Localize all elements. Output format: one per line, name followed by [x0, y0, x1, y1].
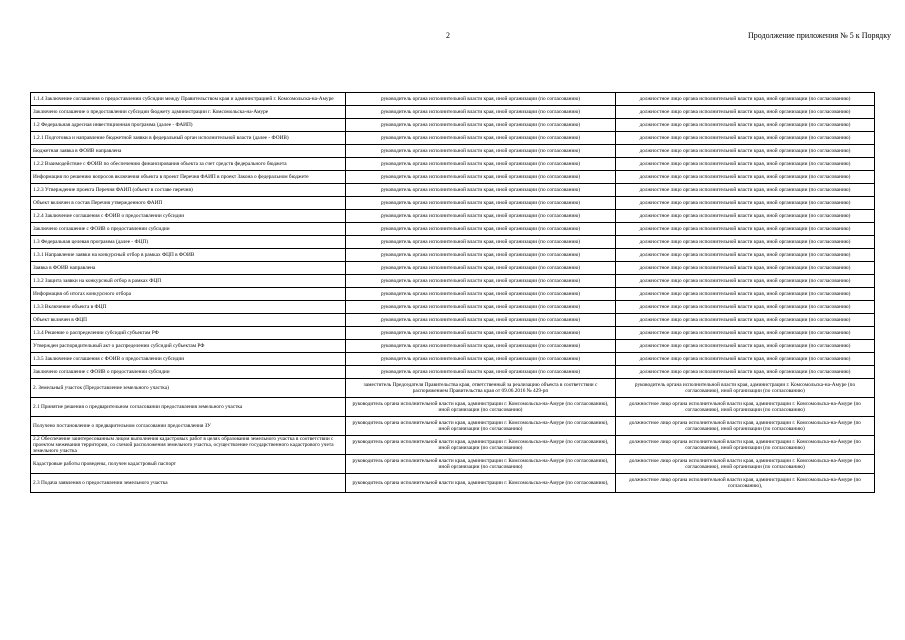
task-cell: Объект включен в состав Перечня утвержденного ФАИП	[31, 197, 346, 210]
executor-cell: должностное лицо органа исполнительной власти края, иной организации (по согласованию)	[616, 106, 875, 119]
responsible-cell: руководитель органа исполнительной власти края, иной организации (по согласованию)	[346, 132, 616, 145]
responsible-cell: руководитель органа исполнительной власти края, иной организации (по согласованию)	[346, 119, 616, 132]
table-row	[31, 301, 875, 314]
table-row	[31, 314, 875, 327]
responsible-cell: руководитель органа исполнительной власти края, администрации г. Комсомольска-на-Амуре (по согласованию), иной организации (по согласованию)	[346, 398, 616, 417]
table-row	[31, 288, 875, 301]
task-cell: Утвержден распорядительный акт о распределении субсидий субъектам РФ	[31, 340, 346, 353]
task-cell: 1.2.3 Утверждение проекта Перечня ФАИП (объект в составе перечня)	[31, 184, 346, 197]
executor-cell: должностное лицо органа исполнительной власти края, иной организации (по согласованию)	[616, 158, 875, 171]
responsible-cell: руководитель органа исполнительной власти края, иной организации (по согласованию)	[346, 210, 616, 223]
executor-cell: должностное лицо органа исполнительной власти края, иной организации (по согласованию)	[616, 353, 875, 366]
table-row	[31, 197, 875, 210]
responsible-cell: руководитель органа исполнительной власти края, иной организации (по согласованию)	[346, 223, 616, 236]
executor-cell: должностное лицо органа исполнительной власти края, иной организации (по согласованию)	[616, 132, 875, 145]
table-row	[31, 119, 875, 132]
task-cell: 1.3 Федеральная целевая программа (далее - ФЦП)	[31, 236, 346, 249]
table-row	[31, 106, 875, 119]
table-row	[31, 366, 875, 379]
executor-cell: должностное лицо органа исполнительной власти края, иной организации (по согласованию)	[616, 145, 875, 158]
table-row	[31, 353, 875, 366]
responsible-cell: руководитель органа исполнительной власти края, иной организации (по согласованию)	[346, 158, 616, 171]
task-cell: Кадастровые работы проведены, получен кадастровый паспорт	[31, 455, 346, 474]
responsible-cell: руководитель органа исполнительной власти края, иной организации (по согласованию)	[346, 249, 616, 262]
task-cell: 1.2.2 Взаимодействие с ФОИВ по обеспечению финансирования объекта за счет средств федерального бюджета	[31, 158, 346, 171]
executor-cell: должностное лицо органа исполнительной власти края, иной организации (по согласованию)	[616, 93, 875, 106]
executor-cell: должностное лицо органа исполнительной власти края, иной организации (по согласованию)	[616, 223, 875, 236]
responsible-cell: руководитель органа исполнительной власти края, иной организации (по согласованию)	[346, 262, 616, 275]
responsible-cell: руководитель органа исполнительной власти края, иной организации (по согласованию)	[346, 145, 616, 158]
task-cell: 2.1 Принятие решения о предварительном согласовании предоставления земельного участка	[31, 398, 346, 417]
executor-cell: должностное лицо органа исполнительной власти края, иной организации (по согласованию)	[616, 210, 875, 223]
executor-cell: должностное лицо органа исполнительной власти края, иной организации (по согласованию)	[616, 197, 875, 210]
task-cell: Объект включен в ФЦП	[31, 314, 346, 327]
responsible-cell: руководитель органа исполнительной власти края, иной организации (по согласованию)	[346, 275, 616, 288]
responsible-cell: руководитель органа исполнительной власти края, иной организации (по согласованию)	[346, 288, 616, 301]
responsible-cell: руководитель органа исполнительной власти края, иной организации (по согласованию)	[346, 106, 616, 119]
responsible-cell: руководитель органа исполнительной власти края, иной организации (по согласованию)	[346, 327, 616, 340]
table-row	[31, 474, 875, 493]
executor-cell: должностное лицо органа исполнительной власти края, иной организации (по согласованию)	[616, 184, 875, 197]
task-cell: 2.2 Обеспечение заинтересованным лицом выполнения кадастровых работ в целях образования земельного участка в соответствии с проектом межевания территории, со схемой расположения земельного участка, осуществление государственного кадастрового учета земельного участка	[31, 436, 346, 455]
responsible-cell: руководитель органа исполнительной власти края, администрации г. Комсомольска-на-Амуре (по согласованию), иной организации (по согласованию)	[346, 417, 616, 436]
table-row	[31, 184, 875, 197]
task-cell: Получено постановление о предварительном согласовании предоставления ЗУ	[31, 417, 346, 436]
task-cell: Заявка в ФОИВ направлена	[31, 262, 346, 275]
table-row	[31, 171, 875, 184]
responsible-cell: руководитель органа исполнительной власти края, иной организации (по согласованию)	[346, 301, 616, 314]
task-cell: 2. Земельный участок (Предоставление земельного участка)	[31, 379, 346, 398]
task-cell: 1.1.4 Заключение соглашения о предоставлении субсидии между Правительством края и администрацией г. Комсомольска-на-Амуре	[31, 93, 346, 106]
continuation-header: Продолжение приложения № 5 к Порядку	[748, 31, 891, 40]
task-cell: Информация по решению вопросов включения объекта в проект Перечня ФАИП в проект Закона о федеральном бюджете	[31, 171, 346, 184]
table-row	[31, 145, 875, 158]
executor-cell: должностное лицо органа исполнительной власти края, иной организации (по согласованию)	[616, 366, 875, 379]
executor-cell: должностное лицо органа исполнительной власти края, иной организации (по согласованию)	[616, 119, 875, 132]
responsibility-table	[30, 92, 875, 493]
task-cell: 1.3.1 Направление заявки на конкурсный отбор в рамках ФЦП в ФОИВ	[31, 249, 346, 262]
executor-cell: руководитель органа исполнительной власти края, администрации г. Комсомольска-на-Амуре (по согласованию), иной организации (по согласованию)	[616, 379, 875, 398]
task-cell: 1.3.4 Решение о распределении субсидий субъектам РФ	[31, 327, 346, 340]
responsible-cell: руководитель органа исполнительной власти края, иной организации (по согласованию)	[346, 340, 616, 353]
table-row	[31, 398, 875, 417]
executor-cell: должностное лицо органа исполнительной власти края, администрации г. Комсомольска-на-Амуре (по согласованию), иной организации (по согласованию)	[616, 436, 875, 455]
table-row	[31, 262, 875, 275]
responsible-cell: руководитель органа исполнительной власти края, иной организации (по согласованию)	[346, 171, 616, 184]
executor-cell: должностное лицо органа исполнительной власти края, иной организации (по согласованию)	[616, 275, 875, 288]
executor-cell: должностное лицо органа исполнительной власти края, иной организации (по согласованию)	[616, 301, 875, 314]
page-number: 2	[446, 31, 450, 40]
table-row	[31, 223, 875, 236]
executor-cell: должностное лицо органа исполнительной власти края, администрации г. Комсомольска-на-Амуре (по согласованию), иной организации (по согласованию)	[616, 417, 875, 436]
executor-cell: должностное лицо органа исполнительной власти края, иной организации (по согласованию)	[616, 236, 875, 249]
table-row	[31, 436, 875, 455]
task-cell: 1.3.3 Включение объекта в ФЦП	[31, 301, 346, 314]
executor-cell: должностное лицо органа исполнительной власти края, администрации г. Комсомольска-на-Амуре (по согласованию), иной организации (по согласованию)	[616, 398, 875, 417]
task-cell: 1.3.5 Заключение соглашения с ФОИВ о предоставлении субсидии	[31, 353, 346, 366]
responsible-cell: руководитель органа исполнительной власти края, иной организации (по согласованию)	[346, 366, 616, 379]
table-row	[31, 340, 875, 353]
table-row	[31, 275, 875, 288]
table-row	[31, 93, 875, 106]
task-cell: Заключено соглашение с ФОИВ о предоставлении субсидии	[31, 366, 346, 379]
executor-cell: должностное лицо органа исполнительной власти края, иной организации (по согласованию)	[616, 327, 875, 340]
executor-cell: должностное лицо органа исполнительной власти края, иной организации (по согласованию)	[616, 314, 875, 327]
table-row	[31, 455, 875, 474]
responsible-cell: руководитель органа исполнительной власти края, иной организации (по согласованию)	[346, 353, 616, 366]
table-row	[31, 327, 875, 340]
responsible-cell: руководитель органа исполнительной власти края, иной организации (по согласованию)	[346, 236, 616, 249]
task-cell: 1.2.4 Заключение соглашения с ФОИВ о предоставлении субсидии	[31, 210, 346, 223]
responsible-cell: руководитель органа исполнительной власти края, администрации г. Комсомольска-на-Амуре (по согласованию),	[346, 474, 616, 493]
task-cell: 1.3.2 Защита заявки на конкурсный отбор в рамках ФЦП	[31, 275, 346, 288]
task-cell: Заключено соглашение о предоставлении субсидии бюджету администрации г. Комсомольска-на-Амуре	[31, 106, 346, 119]
table-row	[31, 417, 875, 436]
table-row	[31, 249, 875, 262]
responsible-cell: руководитель органа исполнительной власти края, иной организации (по согласованию)	[346, 93, 616, 106]
executor-cell: должностное лицо органа исполнительной власти края, иной организации (по согласованию)	[616, 171, 875, 184]
task-cell: 1.2.1 Подготовка и направление бюджетной заявки в федеральный орган исполнительной власти (далее - ФОИВ)	[31, 132, 346, 145]
responsible-cell: руководитель органа исполнительной власти края, администрации г. Комсомольска-на-Амуре (по согласованию), иной организации (по согласованию)	[346, 455, 616, 474]
executor-cell: должностное лицо органа исполнительной власти края, иной организации (по согласованию)	[616, 340, 875, 353]
responsible-cell: руководитель органа исполнительной власти края, администрации г. Комсомольска-на-Амуре (по согласованию), иной организации (по согласованию)	[346, 436, 616, 455]
task-cell: 2.3 Подача заявления о предоставлении земельного участка	[31, 474, 346, 493]
responsible-cell: руководитель органа исполнительной власти края, иной организации (по согласованию)	[346, 184, 616, 197]
task-cell: Бюджетная заявка в ФОИВ направлена	[31, 145, 346, 158]
table-row	[31, 132, 875, 145]
executor-cell: должностное лицо органа исполнительной власти края, администрации г. Комсомольска-на-Амуре (по согласованию),	[616, 474, 875, 493]
executor-cell: должностное лицо органа исполнительной власти края, иной организации (по согласованию)	[616, 249, 875, 262]
task-cell: Информация об итогах конкурсного отбора	[31, 288, 346, 301]
table-row	[31, 210, 875, 223]
responsible-cell: руководитель органа исполнительной власти края, иной организации (по согласованию)	[346, 314, 616, 327]
table-row	[31, 379, 875, 398]
table-row	[31, 236, 875, 249]
task-cell: 1.2 Федеральная адресная инвестиционная программа (далее - ФАИП)	[31, 119, 346, 132]
table-row	[31, 158, 875, 171]
executor-cell: должностное лицо органа исполнительной власти края, иной организации (по согласованию)	[616, 288, 875, 301]
responsible-cell: руководитель органа исполнительной власти края, иной организации (по согласованию)	[346, 197, 616, 210]
task-cell: Заключено соглашение с ФОИВ о предоставлении субсидии	[31, 223, 346, 236]
executor-cell: должностное лицо органа исполнительной власти края, администрации г. Комсомольска-на-Амуре (по согласованию), иной организации (по согласованию)	[616, 455, 875, 474]
executor-cell: должностное лицо органа исполнительной власти края, иной организации (по согласованию)	[616, 262, 875, 275]
responsible-cell: заместитель Председателя Правительства края, ответственный за реализацию объекта в соответствии с распоряжением Правительства края от 09.06.2016 № 429-рп	[346, 379, 616, 398]
